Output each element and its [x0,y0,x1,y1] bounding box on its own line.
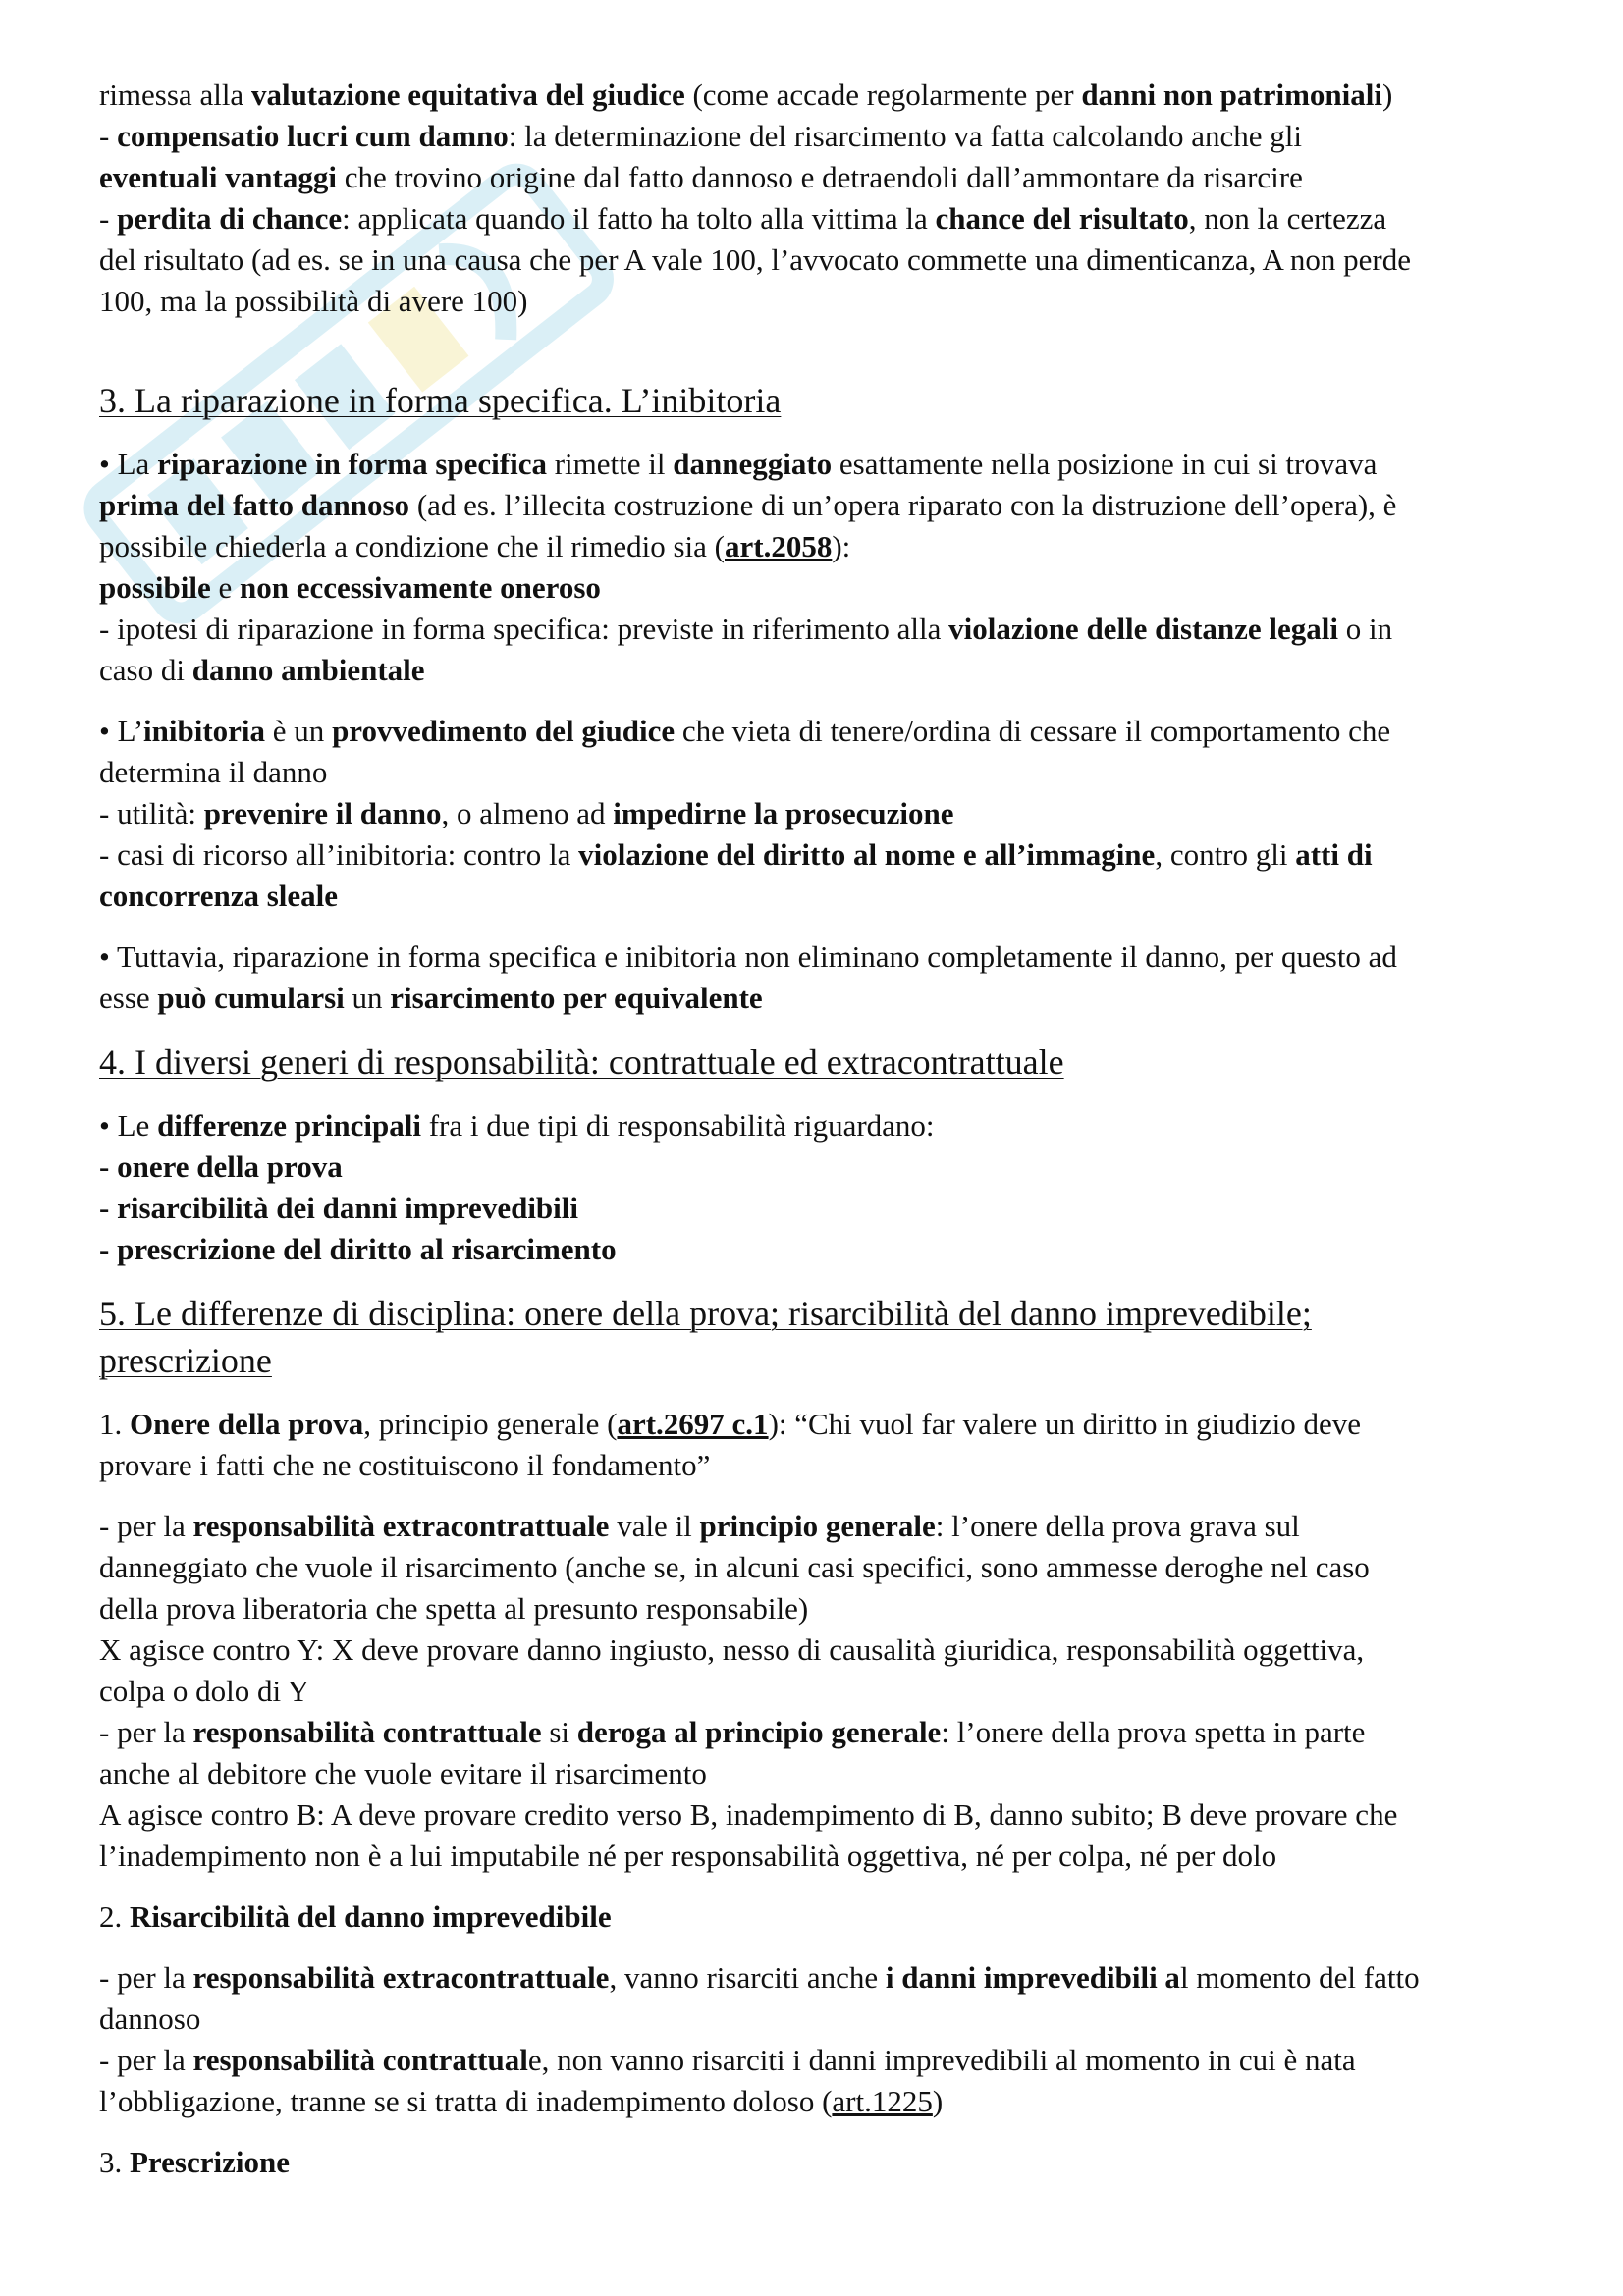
s5-p2-line-3: della prova liberatoria che spetta al presunto responsabile) [99,1591,809,1626]
s5-p2-line-8: A agisce contro B: A deve provare credito verso B, inadempimento di B, danno subito; B deve provare che [99,1797,1398,1832]
s5-p2-line-1: - per la responsabilità extracontrattuale vale il principio generale: l’onere della prova grava sul [99,1509,1300,1543]
s3-p3-line-2: esse può cumularsi un risarcimento per equivalente [99,981,763,1015]
section-5-heading-line-1: 5. Le differenze di disciplina: onere della prova; risarcibilità del danno imprevedibile; [99,1294,1312,1333]
document-page [99,75,1533,2183]
intro-line-4: - perdita di chance: applicata quando il fatto ha tolto alla vittima la chance del risultato, non la certezza [99,201,1387,236]
s3-p1-line-3: possibile chiederla a condizione che il rimedio sia (art.2058): [99,529,851,563]
s5-p3-heading: 2. Risarcibilità del danno imprevedibile [99,1899,612,1934]
s5-p4-line-2: dannoso [99,2002,201,2036]
section-5-heading-line-2: prescrizione [99,1341,272,1380]
s3-p1-line-6: caso di danno ambientale [99,653,425,687]
article-link-2697[interactable]: art.2697 c.1 [617,1407,769,1441]
s3-p3-line-1: • Tuttavia, riparazione in forma specifica e inibitoria non eliminano completamente il danno, per questo ad [99,939,1397,974]
s3-p2-line-4: - casi di ricorso all’inibitoria: contro la violazione del diritto al nome e all’immagine, contro gli atti di [99,837,1373,872]
s3-p2-line-2: determina il danno [99,755,328,789]
intro-line-3: eventuali vantaggi che trovino origine dal fatto dannoso e detraendoli dall’ammontare da risarcire [99,160,1303,194]
article-link-2058[interactable]: art.2058 [725,529,833,563]
s5-p2-line-6: - per la responsabilità contrattuale si deroga al principio generale: l’onere della prova spetta in parte [99,1715,1366,1749]
s3-p2-line-5: concorrenza sleale [99,879,339,913]
s3-p2-line-1: • L’inibitoria è un provvedimento del giudice che vieta di tenere/ordina di cessare il comportamento che [99,714,1391,748]
list-item: - onere della prova [99,1149,343,1184]
s3-p1-line-4: possibile e non eccessivamente oneroso [99,570,601,605]
s3-p1-line-5: - ipotesi di riparazione in forma specifica: previste in riferimento alla violazione delle distanze legali o in [99,612,1393,646]
s5-p4-line-3: - per la responsabilità contrattuale, non vanno risarciti i danni imprevedibili al momento in cui è nata [99,2043,1356,2077]
intro-line-5: del risultato (ad es. se in una causa che per A vale 100, l’avvocato commette una dimenticanza, A non perde [99,242,1411,277]
s5-p2-line-7: anche al debitore che vuole evitare il risarcimento [99,1756,707,1790]
s5-p1-line-1: 1. Onere della prova, principio generale (art.2697 c.1): “Chi vuol far valere un diritto in giudizio deve [99,1407,1362,1441]
s5-p2-line-5: colpa o dolo di Y [99,1674,310,1708]
s3-p1-line-1: • La riparazione in forma specifica rimette il danneggiato esattamente nella posizione in cui si trovava [99,447,1378,481]
list-item: - prescrizione del diritto al risarcimento [99,1232,617,1266]
list-item: - risarcibilità dei danni imprevedibili [99,1191,579,1225]
s5-p2-line-9: l’inadempimento non è a lui imputabile né per responsabilità oggettiva, né per colpa, né per dolo [99,1839,1277,1873]
s5-p4-line-4: l’obbligazione, tranne se si tratta di inadempimento doloso (art.1225) [99,2084,944,2118]
s3-p1-line-2: prima del fatto dannoso (ad es. l’illecita costruzione di un’opera riparato con la distruzione dell’opera), è [99,488,1397,522]
s5-p1-line-2: provare i fatti che ne costituiscono il fondamento” [99,1448,711,1482]
s3-p2-line-3: - utilità: prevenire il danno, o almeno ad impedirne la prosecuzione [99,796,954,830]
s5-p4-line-1: - per la responsabilità extracontrattuale, vanno risarciti anche i danni imprevedibili al momento del fatto [99,1960,1420,1995]
s5-p5-heading: 3. Prescrizione [99,2145,290,2179]
intro-line-6: 100, ma la possibilità di avere 100) [99,284,528,318]
s5-p2-line-2: danneggiato che vuole il risarcimento (anche se, in alcuni casi specifici, sono ammesse deroghe nel caso [99,1550,1370,1584]
section-3-heading: 3. La riparazione in forma specifica. L’inibitoria [99,381,782,420]
s5-p2-line-4: X agisce contro Y: X deve provare danno ingiusto, nesso di causalità giuridica, responsabilità oggettiva, [99,1632,1365,1667]
intro-line-2: - compensatio lucri cum damno: la determinazione del risarcimento va fatta calcolando anche gli [99,119,1302,153]
s4-line-1: • Le differenze principali fra i due tipi di responsabilità riguardano: [99,1108,935,1143]
section-4-heading: 4. I diversi generi di responsabilità: contrattuale ed extracontrattuale [99,1042,1064,1082]
article-link-1225[interactable]: art.1225 [832,2084,933,2118]
intro-line-1: rimessa alla valutazione equitativa del giudice (come accade regolarmente per danni non patrimoniali) [99,78,1393,112]
